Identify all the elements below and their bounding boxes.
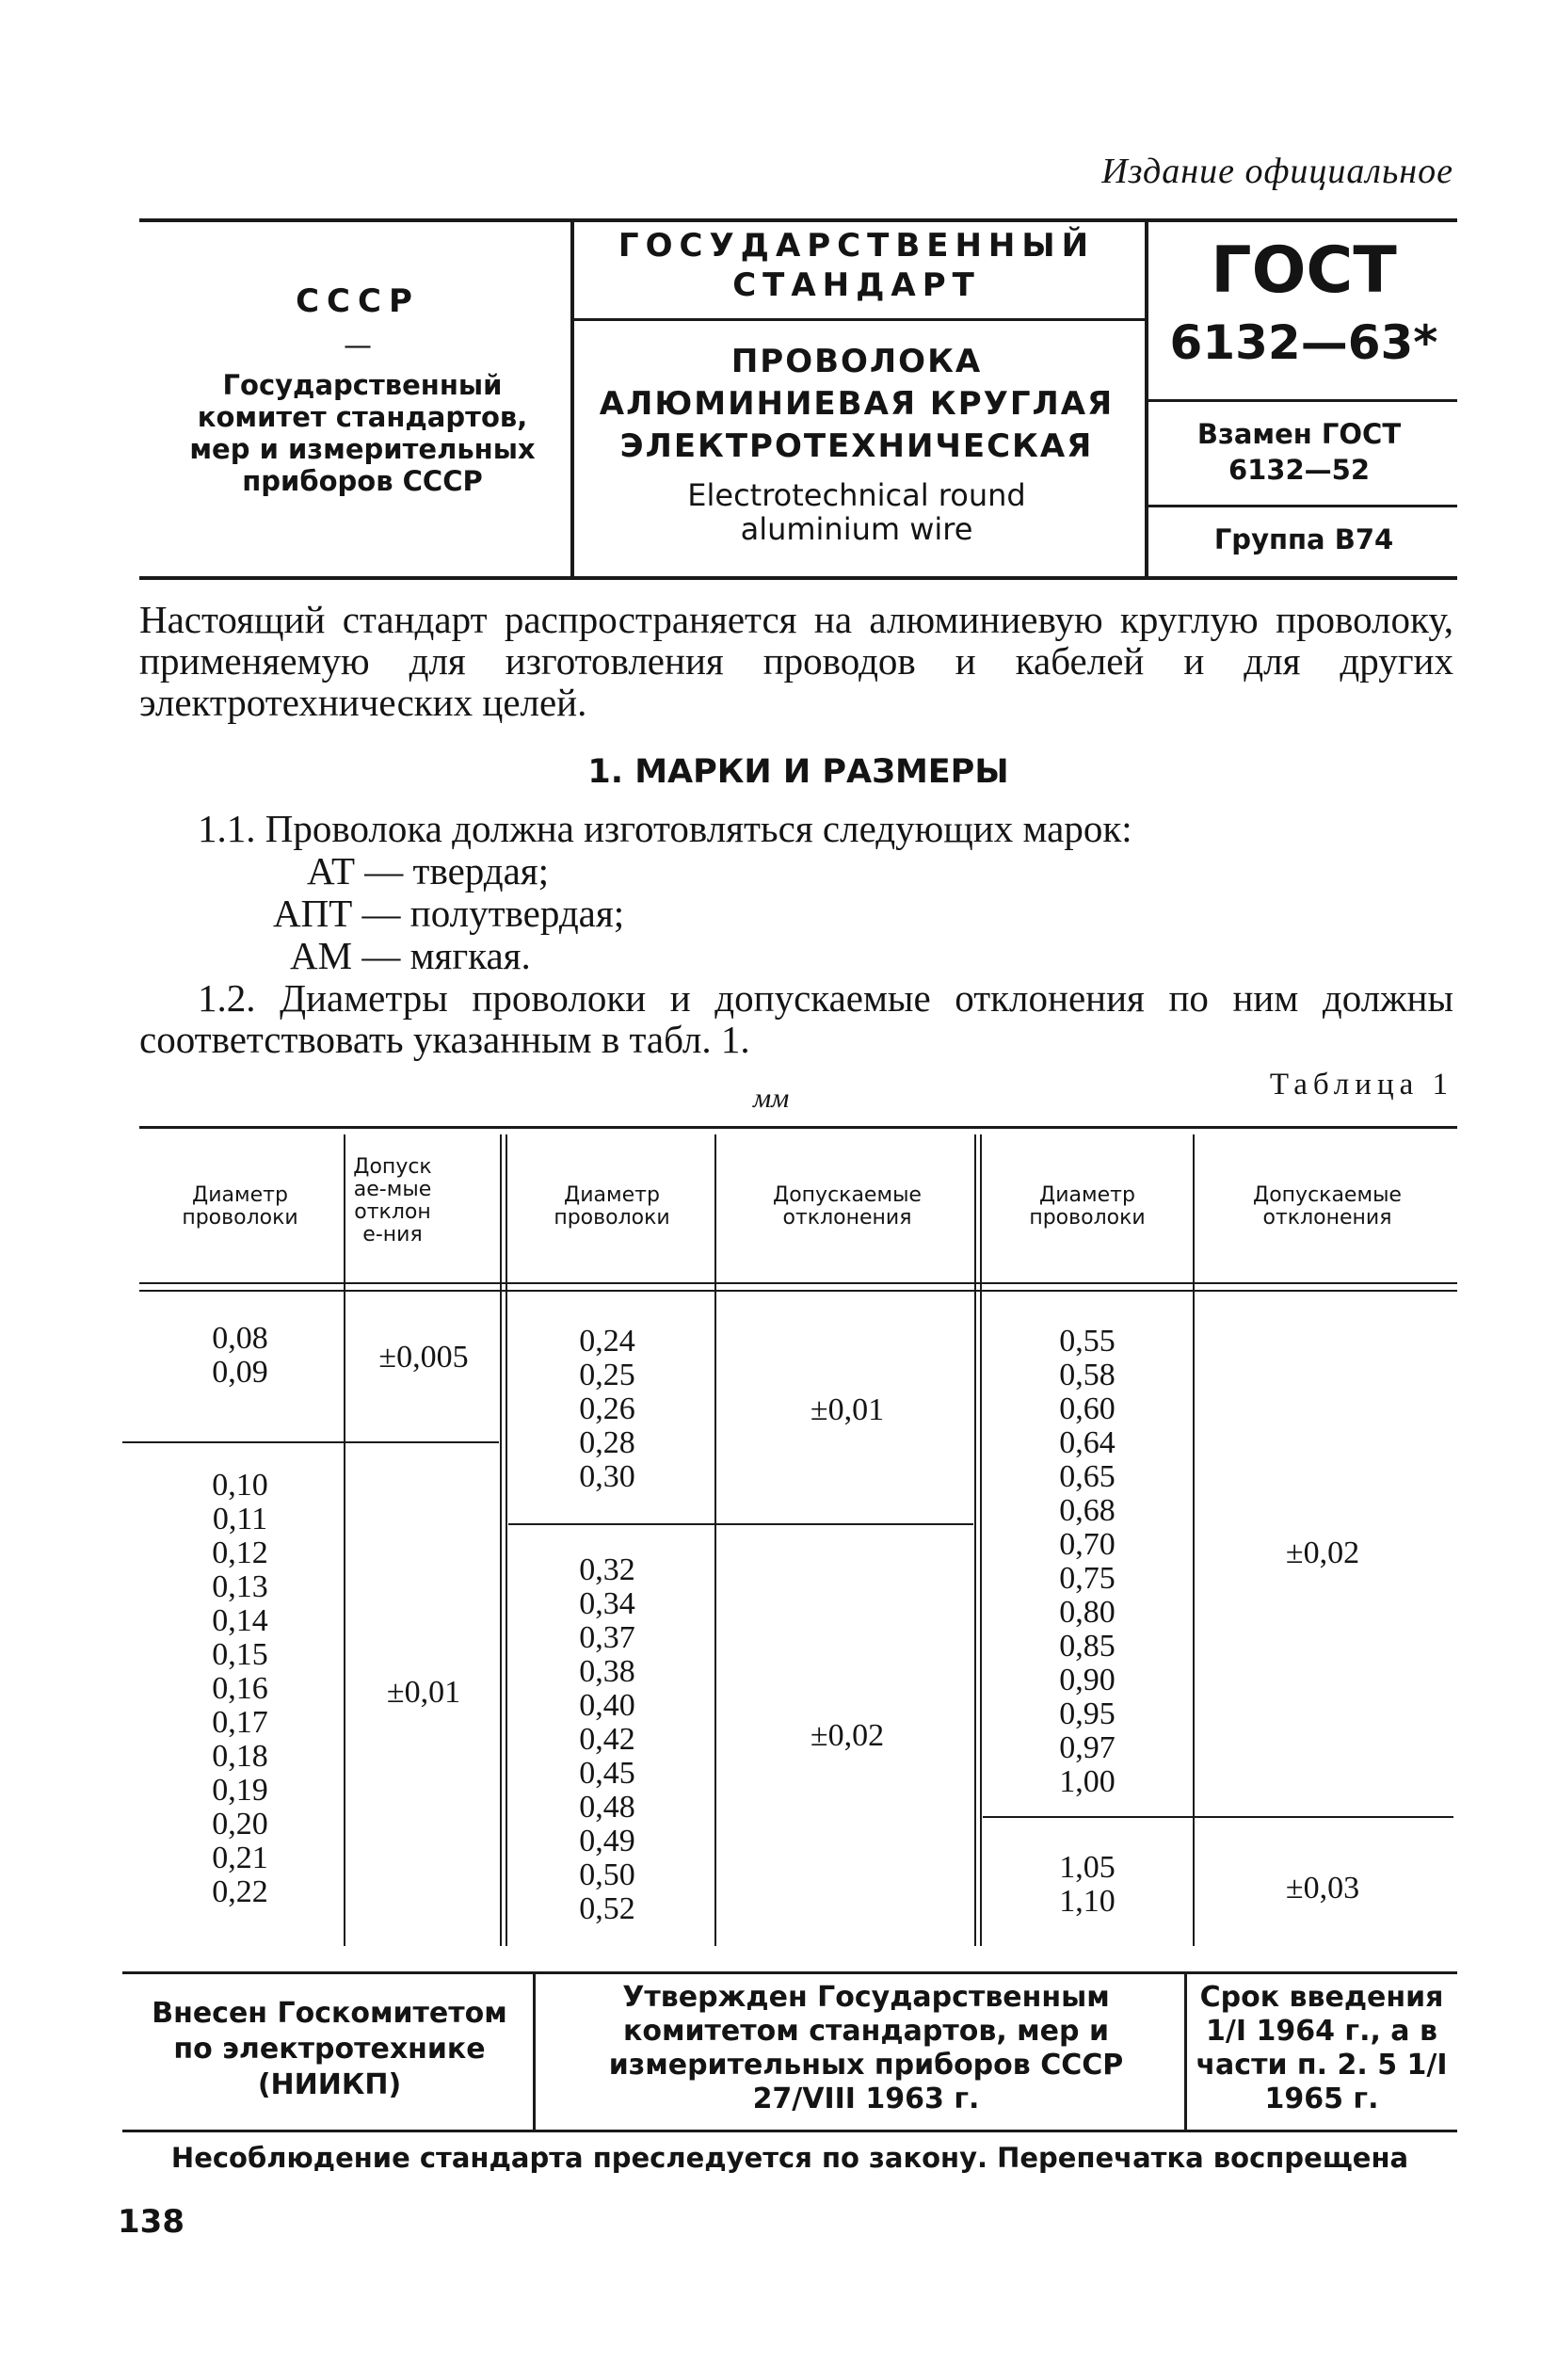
footer-introduced: Внесен Госкомитетом по электротехнике (НИИКП) xyxy=(152,1997,507,2101)
table-unit: мм xyxy=(753,1083,790,1114)
table-col-divider xyxy=(506,1134,507,1946)
table-header: Допускаемые отклонения xyxy=(773,1183,922,1230)
diameter-list: 0,32 0,34 0,37 0,38 0,40 0,42 0,45 0,48 0,49 0,50 0,52 xyxy=(579,1552,635,1926)
table-header: Допускаемые отклонения xyxy=(1253,1183,1402,1230)
table-header: Диаметр проволоки xyxy=(554,1183,670,1230)
table-head-rule-b xyxy=(139,1290,1457,1292)
paragraph-1-1: 1.1. Проволока должна изготовляться следующих марок: xyxy=(198,807,1132,850)
edition-note: Издание официальное xyxy=(1101,152,1453,191)
table-group-rule xyxy=(983,1816,1453,1818)
tolerance-value: ±0,01 xyxy=(810,1392,885,1427)
header-divider-left xyxy=(570,222,574,576)
diameter-list: 0,55 0,58 0,60 0,64 0,65 0,68 0,70 0,75 0,80 0,85 0,90 0,95 0,97 1,00 xyxy=(1059,1324,1116,1799)
footer-divider xyxy=(1184,1974,1187,2130)
mark-item: АТ — твердая; xyxy=(307,849,550,892)
standard-type: ГОСУДАРСТВЕННЫЙ СТАНДАРТ xyxy=(618,227,1096,304)
mark-item: АМ — мягкая. xyxy=(290,934,531,977)
table-col-divider xyxy=(980,1134,982,1946)
gost-number: 6132—63* xyxy=(1169,315,1438,370)
gost-rule-2 xyxy=(1148,505,1457,507)
legal-notice: Несоблюдение стандарта преследуется по закону. Перепечатка воспрещена xyxy=(170,2142,1409,2174)
group-code: Группа В74 xyxy=(1213,523,1394,555)
standard-title-ru: ПРОВОЛОКА АЛЮМИНИЕВАЯ КРУГЛАЯ ЭЛЕКТРОТЕХНИЧЕСКАЯ xyxy=(599,343,1115,465)
footer-effective: Срок введения 1/I 1964 г., а в части п. 2. 5 1/I 1965 г. xyxy=(1196,1981,1448,2115)
section-title: 1. МАРКИ И РАЗМЕРЫ xyxy=(587,753,1009,791)
table-head-rule-a xyxy=(139,1282,1457,1284)
table-col-divider xyxy=(714,1134,716,1946)
footer-top-rule xyxy=(122,1971,1457,1974)
diameter-list: 1,05 1,10 xyxy=(1059,1850,1116,1919)
replaces-note: Взамен ГОСТ 6132—52 xyxy=(1196,418,1402,486)
table-top-rule xyxy=(139,1126,1457,1129)
tolerance-value: ±0,02 xyxy=(1285,1536,1360,1570)
tolerance-value: ±0,005 xyxy=(378,1340,469,1375)
table-group-rule xyxy=(122,1441,499,1443)
footer-divider xyxy=(533,1974,536,2130)
diameter-list: 0,08 0,09 xyxy=(212,1321,268,1390)
diameter-list: 0,10 0,11 0,12 0,13 0,14 0,15 0,16 0,17 0,18 0,19 0,20 0,21 0,22 xyxy=(212,1468,268,1909)
mark-item: АПТ — полутвердая; xyxy=(273,892,625,935)
header-bottom-rule xyxy=(139,576,1457,580)
page-number: 138 xyxy=(118,2203,185,2241)
table-group-rule xyxy=(508,1523,973,1525)
org-dash: — xyxy=(344,330,372,362)
org-committee: Государственный комитет стандартов, мер и измерительных приборов СССР xyxy=(189,369,536,497)
table-col-divider xyxy=(344,1134,345,1946)
table-header: Диаметр проволоки xyxy=(1029,1183,1146,1230)
footer-approved: Утвержден Государственным комитетом стандартов, мер и измерительных приборов СССР 27/VIII 1963 г. xyxy=(608,1981,1124,2115)
diameter-list: 0,24 0,25 0,26 0,28 0,30 xyxy=(579,1324,635,1494)
table-caption: Таблица 1 xyxy=(1269,1068,1453,1102)
header-middle-rule xyxy=(574,318,1145,321)
tolerance-value: ±0,01 xyxy=(386,1675,461,1710)
table-header: Диаметр проволоки xyxy=(182,1183,298,1230)
tolerance-value: ±0,03 xyxy=(1285,1871,1360,1906)
table-col-divider xyxy=(500,1134,502,1946)
standard-title-en: Electrotechnical round aluminium wire xyxy=(687,477,1026,547)
gost-rule-1 xyxy=(1148,399,1457,402)
gost-label: ГОСТ xyxy=(1211,233,1397,308)
footer-bottom-rule xyxy=(122,2130,1457,2132)
table-col-divider xyxy=(1193,1134,1195,1946)
intro-paragraph: Настоящий стандарт распространяется на алюминиевую круглую проволоку, применяемую для изготовления проводов и кабелей и для других электротехнических целей. xyxy=(139,598,1453,724)
tolerance-value: ±0,02 xyxy=(810,1718,885,1753)
paragraph-1-2: 1.2. Диаметры проволоки и допускаемые отклонения по ним должны соответствовать указанным в табл. 1. xyxy=(139,976,1453,1061)
table-col-divider xyxy=(974,1134,976,1946)
org-country: СССР xyxy=(296,282,420,320)
table-header: Допускае-мые отклоне-ния xyxy=(353,1155,432,1246)
header-top-rule xyxy=(139,218,1457,222)
